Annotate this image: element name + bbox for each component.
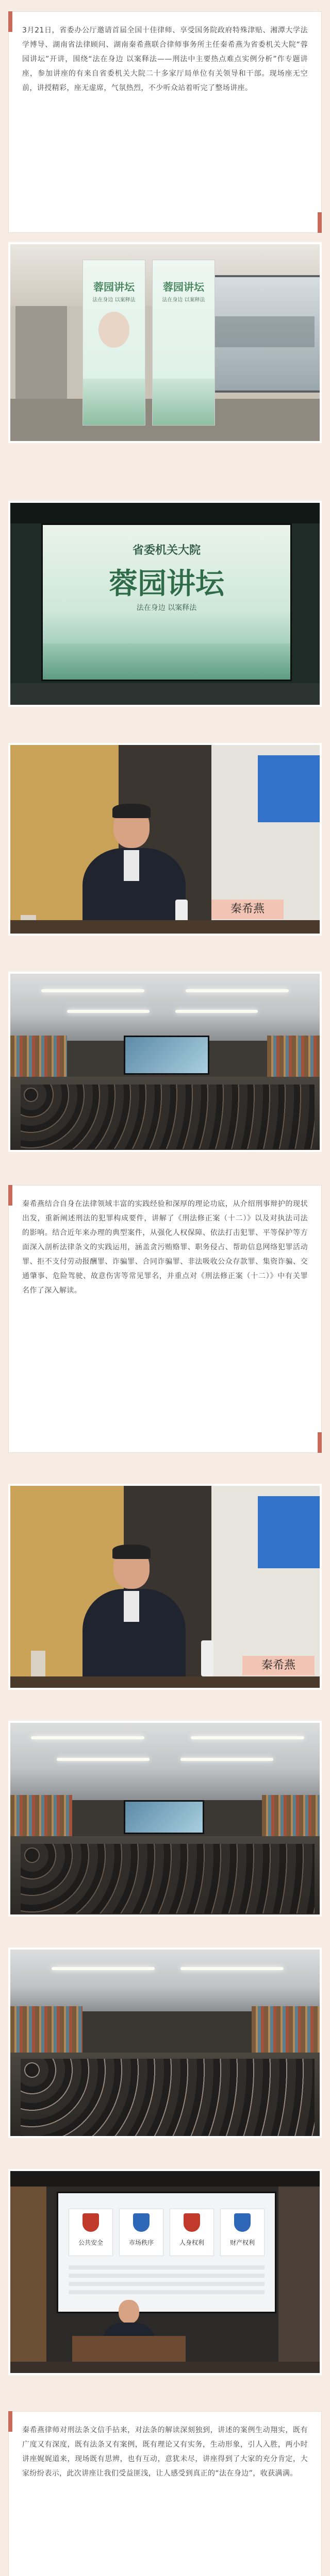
slide-item-label: 市场秩序: [128, 2239, 154, 2246]
photo-audience-hall: [8, 1721, 322, 1917]
card-accent: [8, 11, 12, 32]
speaker-nametag: 秦希燕: [242, 1656, 315, 1675]
screen-subtitle: 法在身边 以案释法: [136, 604, 197, 612]
slide-screen: [57, 2192, 276, 2313]
slide-item: [119, 2209, 163, 2256]
projection-screen: [41, 523, 292, 681]
rollup-banner-right: [152, 260, 215, 426]
screen-org: 省委机关大院: [132, 544, 201, 557]
photo-lobby-banners: [8, 242, 322, 443]
rollup-subtitle: 法在身边 以案释法: [162, 297, 205, 303]
slide-item-label: 公共安全: [78, 2239, 103, 2246]
speaker-nametag: 秦希燕: [211, 900, 284, 919]
slide-item: [220, 2209, 265, 2256]
slide-item-label: 人身权利: [179, 2239, 204, 2246]
photo-audience-wide: [8, 972, 322, 1152]
closing-paragraph: 秦希燕律师对刑法条文信手拈来，对法条的解读深刻独到，讲述的案例生动翔实，既有广度又有深度，既有法条又有案例，既有理论又有实务，生动形象，引人入胜，两小时讲座娓娓道来，现场既有思辨，也有互动，意犹未尽，讲座得到了大家的充分肯定，大家纷纷表示，此次讲座让我们受益匪浅，让人感受到真正的“法在身边”，收获满满。: [22, 2426, 308, 2478]
screen-title: 蓉园讲坛: [109, 567, 224, 601]
intro-card: [8, 11, 322, 233]
photo-speaker-1: [8, 743, 322, 936]
speaker-figure: [72, 1548, 196, 1690]
stage-screen: [124, 1800, 204, 1834]
card-accent: [318, 1432, 322, 1453]
card-accent: [8, 2411, 12, 2432]
photo-presentation-slide: [8, 2169, 322, 2375]
middle-card: [8, 1185, 322, 1453]
rollup-subtitle: 法在身边 以案释法: [92, 297, 136, 303]
slide-item-label: 财产权利: [229, 2239, 255, 2246]
middle-paragraph: 秦希燕结合自身在法律领域丰富的实践经验和深厚的理论功底，从介绍刑事辩护的现状出发，重新阐述刑法的犯罪构成要件，讲解了《刑法修正案（十二）》以及对执法司法的影响。结合近年来办理的典型案件，从强化人权保障、依法打击犯罪、平等保护等方面深入剖析法律条文的实践运用，涵盖贪污贿赂罪、职务侵占、帮助信息网络犯罪活动罪、拒不支付劳动报酬罪、诈骗罪、合同诈骗罪、非法吸收公众存款罪、集资诈骗、交通肇事、危险驾驶、故意伤害等常见罪名，并重点对《刑法修正案（十二）》中有关罪名作了深入解读。: [22, 1200, 308, 1295]
closing-card: [8, 2411, 322, 2576]
rollup-title: 蓉园讲坛: [93, 281, 135, 293]
slide-item: [170, 2209, 214, 2256]
slide-item: [69, 2209, 113, 2256]
intro-paragraph: 3月21日，省委办公厅邀请首届全国十佳律师、享受国务院政府特殊津贴、湘潭大学法学博导、湖南省法律顾问、湖南秦希燕联合律师事务所主任秦希燕为省委机关大院“蓉园讲坛”开讲，围绕“法在身边 以案释法——刑法中主要热点难点实例分析”作专题讲座，参加讲座的有来自省委机关大院二十多家厅局单位有关领导和干部。现场座无空前，讲授精彩，座无虚席，气氛热烈，不少听众站着听完了整场讲座。: [22, 26, 308, 92]
card-accent: [318, 212, 322, 233]
photo-screen-title: [8, 501, 322, 707]
stage-screen: [124, 1036, 209, 1075]
rollup-banner-left: [82, 260, 145, 426]
photo-audience-side: [8, 1947, 322, 2138]
card-accent: [8, 1185, 12, 1206]
rollup-title: 蓉园讲坛: [163, 281, 204, 293]
photo-speaker-2: [8, 1484, 322, 1690]
podium: [72, 2336, 186, 2362]
